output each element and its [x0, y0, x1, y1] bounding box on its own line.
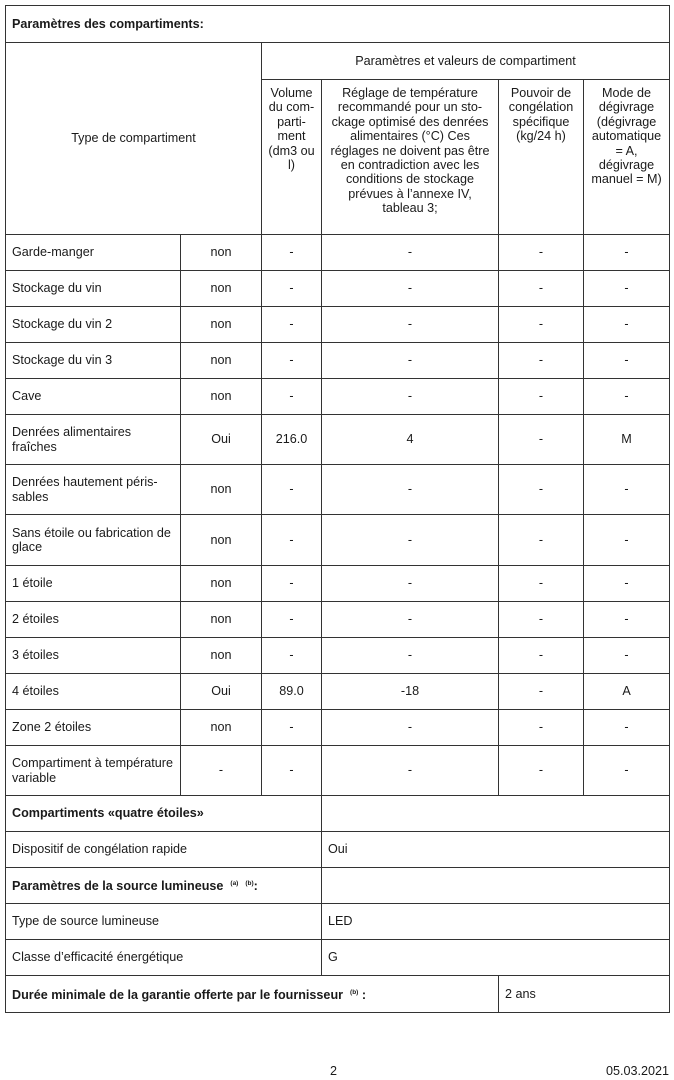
compartment-freezing-capacity: -	[499, 674, 584, 710]
compartment-name: 3 étoiles	[6, 638, 181, 674]
compartment-present: non	[181, 235, 262, 271]
warranty-colon: :	[358, 987, 367, 1002]
compartment-temperature: -	[322, 602, 499, 638]
compartment-temperature: -18	[322, 674, 499, 710]
compartment-present: non	[181, 271, 262, 307]
compartment-present: non	[181, 465, 262, 515]
compartment-freezing-capacity: -	[499, 379, 584, 415]
light-source-colon: :	[253, 879, 258, 894]
warranty-value: 2 ans	[499, 976, 670, 1013]
compartment-freezing-capacity: -	[499, 746, 584, 796]
defrost-mode-column-header: Mode de dégivrage (dégivrage automatique = A, dégivrage manuel = M)	[584, 80, 670, 235]
compartment-freezing-capacity: -	[499, 415, 584, 465]
four-star-section-label: Compartiments «quatre étoiles»	[6, 796, 322, 832]
compartment-defrost: A	[584, 674, 670, 710]
compartment-volume: 216.0	[262, 415, 322, 465]
compartment-volume: -	[262, 465, 322, 515]
type-column-header: Type de compartiment	[6, 43, 262, 235]
compartment-temperature: -	[322, 379, 499, 415]
compartment-volume: -	[262, 638, 322, 674]
compartment-volume: 89.0	[262, 674, 322, 710]
temperature-column-header: Réglage de température recommandé pour un stockage optimisé des denrées alimentaires (°C) Ces réglages ne doivent pas être en contradiction avec les conditions de stockage prévues à l’annexe IV, tableau 3;	[322, 80, 499, 235]
compartment-defrost: -	[584, 746, 670, 796]
compartment-defrost: -	[584, 710, 670, 746]
compartment-defrost: -	[584, 602, 670, 638]
compartment-name: Compartiment à température variable	[6, 746, 181, 796]
compartment-defrost: -	[584, 307, 670, 343]
compartment-defrost: M	[584, 415, 670, 465]
light-source-section-label	[6, 868, 322, 904]
compartment-present: Oui	[181, 674, 262, 710]
page-number: 2	[330, 1064, 338, 1078]
compartment-temperature: -	[322, 343, 499, 379]
compartment-present: non	[181, 379, 262, 415]
light-source-section-value	[322, 868, 670, 904]
compartment-name: Denrées alimentaires fraîches	[6, 415, 181, 465]
document-date: 05.03.2021	[605, 1064, 669, 1078]
group-header: Paramètres et valeurs de compartiment	[262, 43, 670, 80]
compartment-defrost: -	[584, 235, 670, 271]
footnote-b: (b)	[350, 988, 359, 996]
compartment-temperature: -	[322, 235, 499, 271]
compartment-present: non	[181, 515, 262, 566]
compartment-temperature: -	[322, 307, 499, 343]
compartment-temperature: -	[322, 638, 499, 674]
compartment-freezing-capacity: -	[499, 515, 584, 566]
light-source-heading: Paramètres de la source lumineuse	[12, 879, 224, 894]
compartment-name: Cave	[6, 379, 181, 415]
compartment-name: Zone 2 étoiles	[6, 710, 181, 746]
compartment-freezing-capacity: -	[499, 710, 584, 746]
energy-class-value: G	[322, 940, 670, 976]
compartment-present: non	[181, 307, 262, 343]
compartment-temperature: -	[322, 465, 499, 515]
compartment-defrost: -	[584, 566, 670, 602]
compartment-temperature: -	[322, 746, 499, 796]
footnote-b: (b)	[245, 880, 254, 888]
compartment-present: non	[181, 710, 262, 746]
compartment-volume: -	[262, 566, 322, 602]
compartment-volume: -	[262, 710, 322, 746]
compartment-defrost: -	[584, 638, 670, 674]
compartment-defrost: -	[584, 515, 670, 566]
compartment-defrost: -	[584, 343, 670, 379]
compartment-freezing-capacity: -	[499, 465, 584, 515]
compartment-freezing-capacity: -	[499, 638, 584, 674]
compartment-name: Stockage du vin 3	[6, 343, 181, 379]
compartment-name: 4 étoiles	[6, 674, 181, 710]
volume-column-header: Volume du compartiment (dm3 ou l)	[262, 80, 322, 235]
compartment-defrost: -	[584, 379, 670, 415]
compartment-volume: -	[262, 515, 322, 566]
compartment-volume: -	[262, 271, 322, 307]
compartment-freezing-capacity: -	[499, 271, 584, 307]
compartment-volume: -	[262, 343, 322, 379]
compartment-temperature: -	[322, 566, 499, 602]
quick-freeze-value: Oui	[322, 832, 670, 868]
compartment-name: Stockage du vin	[6, 271, 181, 307]
energy-class-label: Classe d’efficacité énergétique	[6, 940, 322, 976]
compartment-volume: -	[262, 235, 322, 271]
compartment-parameters-table	[5, 5, 670, 1013]
compartment-freezing-capacity: -	[499, 343, 584, 379]
warranty-label-cell	[6, 976, 499, 1013]
compartment-temperature: -	[322, 710, 499, 746]
compartment-defrost: -	[584, 271, 670, 307]
compartment-present: non	[181, 638, 262, 674]
compartment-name: Stockage du vin 2	[6, 307, 181, 343]
compartment-name: 2 étoiles	[6, 602, 181, 638]
compartment-present: non	[181, 343, 262, 379]
compartment-volume: -	[262, 746, 322, 796]
compartment-freezing-capacity: -	[499, 235, 584, 271]
compartment-volume: -	[262, 602, 322, 638]
compartment-present: -	[181, 746, 262, 796]
compartment-temperature: -	[322, 271, 499, 307]
compartment-present: non	[181, 602, 262, 638]
compartment-freezing-capacity: -	[499, 602, 584, 638]
compartment-defrost: -	[584, 465, 670, 515]
compartment-volume: -	[262, 379, 322, 415]
compartment-name: Denrées hautement périssables	[6, 465, 181, 515]
compartment-freezing-capacity: -	[499, 566, 584, 602]
compartment-name: Garde-manger	[6, 235, 181, 271]
footnote-a: (a)	[230, 880, 239, 888]
four-star-section-value	[322, 796, 670, 832]
table-title: Paramètres des compartiments:	[6, 6, 670, 43]
compartment-temperature: -	[322, 515, 499, 566]
compartment-name: 1 étoile	[6, 566, 181, 602]
compartment-present: non	[181, 566, 262, 602]
freezing-capacity-column-header: Pouvoir de congélation spécifique (kg/24 h)	[499, 80, 584, 235]
compartment-temperature: 4	[322, 415, 499, 465]
compartment-present: Oui	[181, 415, 262, 465]
warranty-label: Durée minimale de la garantie offerte par le fournisseur	[12, 987, 344, 1002]
light-type-value: LED	[322, 904, 670, 940]
quick-freeze-label: Dispositif de congélation rapide	[6, 832, 322, 868]
light-type-label: Type de source lumineuse	[6, 904, 322, 940]
compartment-name: Sans étoile ou fabrication de glace	[6, 515, 181, 566]
compartment-volume: -	[262, 307, 322, 343]
compartment-freezing-capacity: -	[499, 307, 584, 343]
